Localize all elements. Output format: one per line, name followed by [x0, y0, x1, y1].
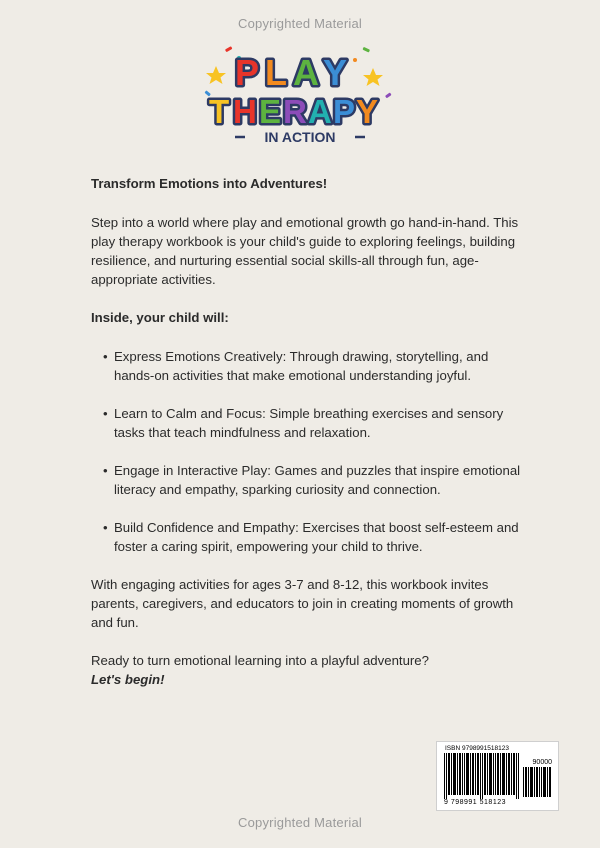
closing-line: Ready to turn emotional learning into a playful adventure?	[91, 653, 429, 668]
logo-letter-y2: Y	[356, 93, 379, 130]
star-icon-right	[363, 68, 383, 86]
barcode-bars	[444, 753, 520, 799]
logo-letter-l: L	[265, 52, 287, 93]
logo-subtitle: IN ACTION	[264, 129, 336, 145]
addon-barcode-bars	[523, 767, 551, 797]
logo-letter-e: E	[259, 93, 282, 130]
confetti-1	[225, 46, 233, 52]
logo-letter-p2: P	[333, 93, 356, 130]
list-item: • Engage in Interactive Play: Games and puzzles that inspire emotional literacy and empathy, sparking curiosity and connection.	[91, 461, 531, 499]
logo-letter-a: A	[293, 52, 319, 93]
barcode-digits: 9 798991 518123	[444, 799, 506, 806]
logo-letter-h: H	[233, 93, 257, 130]
book-logo	[195, 40, 405, 150]
inside-heading: Inside, your child will:	[91, 310, 229, 325]
confetti-6	[353, 58, 357, 62]
isbn-barcode	[436, 741, 559, 811]
confetti-4	[385, 92, 392, 98]
confetti-2	[362, 47, 370, 53]
logo-letter-t: T	[209, 93, 230, 130]
logo-letter-y: Y	[323, 52, 348, 93]
outro-paragraph: With engaging activities for ages 3-7 and 8-12, this workbook invites parents, caregivers, and educators to join in creating moments of growth and fun.	[91, 577, 514, 630]
copyright-watermark-bottom: Copyrighted Material	[238, 815, 362, 830]
intro-paragraph: Step into a world where play and emotional growth go hand-in-hand. This play therapy workbook is your child's guide to exploring feelings, building resilience, and nurturing essential social skills-all through fun, age-appropriate activities.	[91, 215, 519, 287]
headline: Transform Emotions into Adventures!	[91, 176, 328, 191]
logo-graphic	[195, 40, 405, 150]
closing-emphasis: Let's begin!	[91, 672, 165, 687]
star-icon-left	[206, 66, 226, 84]
copyright-watermark-top: Copyrighted Material	[238, 16, 362, 31]
back-cover-text	[91, 174, 531, 689]
logo-letter-a2: A	[308, 93, 332, 130]
list-item: • Build Confidence and Empathy: Exercises that boost self-esteem and foster a caring spirit, empowering your child to thrive.	[91, 518, 531, 556]
logo-letter-r: R	[283, 93, 307, 130]
price-code: 90000	[532, 759, 552, 766]
isbn-label: ISBN 9798991518123	[445, 745, 509, 752]
list-item: • Express Emotions Creatively: Through drawing, storytelling, and hands-on activities that make emotional understanding joyful.	[91, 347, 531, 385]
list-item: • Learn to Calm and Focus: Simple breathing exercises and sensory tasks that teach mindfulness and relaxation.	[91, 404, 531, 442]
logo-letter-p: P	[235, 52, 260, 93]
benefits-list	[91, 347, 531, 556]
